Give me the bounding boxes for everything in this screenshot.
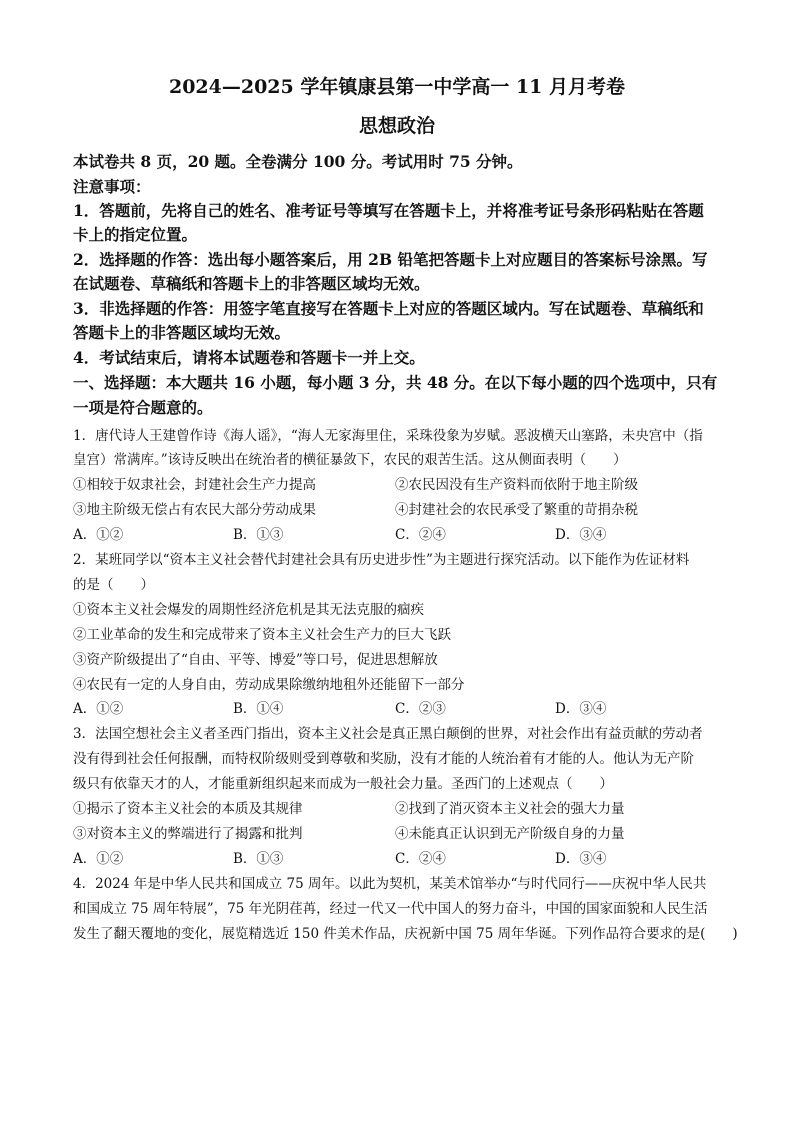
notice-line: 4．考试结束后，请将本试题卷和答题卡一并上交。 — [73, 348, 425, 367]
q3-choice-b: B．①③ — [233, 851, 284, 867]
question-3-stem: 级只有依靠天才的人，才能重新组织起来而成为一般社会力量。圣西门的上述观点（ ） — [73, 776, 613, 792]
q2-statement: ④农民有一定的人身自由，劳动成果除缴纳地租外还能留下一部分 — [73, 677, 465, 693]
q2-statement: ①资本主义社会爆发的周期性经济危机是其无法克服的痼疾 — [73, 602, 424, 618]
q1-choice-a: A．①② — [73, 527, 124, 543]
q1-statement: ③地主阶级无偿占有农民大部分劳动成果 — [73, 502, 316, 518]
q3-statement: ③对资本主义的弊端进行了揭露和批判 — [73, 826, 303, 842]
question-4-stem: 4．2024 年是中华人民共和国成立 75 周年。以此为契机，某美术馆举办“与时代同行——庆祝中华人民共 — [73, 876, 707, 892]
question-2-stem: 2．某班同学以“资本主义社会替代封建社会具有历史进步性”为主题进行探究活动。以下能作为佐证材料 — [73, 552, 690, 568]
q3-statement: ④未能真正认识到无产阶级自身的力量 — [395, 826, 625, 842]
section-heading: 一、选择题：本大题共 16 小题，每小题 3 分，共 48 分。在以下每小题的四个选项中，只有 — [73, 373, 718, 392]
q3-statement: ①揭示了资本主义社会的本质及其规律 — [73, 801, 303, 817]
notice-line: 2．选择题的作答：选出每小题答案后，用 2B 铅笔把答题卡上对应题目的答案标号涂黑。写 — [73, 250, 708, 269]
question-4-stem: 发生了翻天覆地的变化，展览精选近 150 件美术作品，庆祝新中国 75 周年华诞。下列作品符合要求的是( ) — [73, 926, 738, 942]
question-3-stem: 3．法国空想社会主义者圣西门指出，资本主义社会是真正黑白颠倒的世界，对社会作出有益贡献的劳动者 — [73, 726, 703, 742]
q3-choice-c: C．②④ — [395, 851, 446, 867]
q2-choice-b: B．①④ — [233, 701, 284, 717]
question-1-stem: 皇宫）常满库。”该诗反映出在统治者的横征暴敛下，农民的艰苦生活。这从侧面表明（ ） — [73, 452, 627, 468]
notice-line: 卡上的指定位置。 — [73, 225, 198, 244]
notice-line: 1．答题前，先将自己的姓名、准考证号等填写在答题卡上，并将准考证号条形码粘贴在答题 — [73, 201, 704, 220]
notice-line: 3．非选择题的作答：用签字笔直接写在答题卡上对应的答题区域内。写在试题卷、草稿纸和 — [73, 299, 704, 318]
question-4-stem: 和国成立 75 周年特展”，75 年光阴荏苒，经过一代又一代中国人的努力奋斗，中国的国家面貌和人民生活 — [73, 901, 708, 917]
q3-choice-d: D．③④ — [555, 851, 607, 867]
notice-heading: 注意事项： — [73, 177, 151, 196]
q1-choice-c: C．②④ — [395, 527, 446, 543]
q1-statement: ④封建社会的农民承受了繁重的苛捐杂税 — [395, 502, 638, 518]
q2-choice-d: D．③④ — [555, 701, 607, 717]
q3-choice-a: A．①② — [73, 851, 124, 867]
q2-choice-a: A．①② — [73, 701, 124, 717]
q2-choice-c: C．②③ — [395, 701, 446, 717]
q2-statement: ②工业革命的发生和完成带来了资本主义社会生产力的巨大飞跃 — [73, 627, 451, 643]
question-3-stem: 没有得到社会任何报酬，而特权阶级则受到尊敬和奖励，没有才能的人统治着有才能的人。他认为无产阶 — [73, 751, 694, 767]
question-2-stem: 的是（ ） — [73, 577, 154, 593]
q1-statement: ①相较于奴隶社会，封建社会生产力提高 — [73, 477, 316, 493]
exam-info: 本试卷共 8 页，20 题。全卷满分 100 分。考试用时 75 分钟。 — [73, 152, 523, 171]
q1-choice-d: D．③④ — [555, 527, 607, 543]
q1-statement: ②农民因没有生产资料而依附于地主阶级 — [395, 477, 638, 493]
section-heading: 一项是符合题意的。 — [73, 398, 213, 417]
question-1-stem: 1．唐代诗人王建曾作诗《海人谣》，“海人无家海里住，采珠役象为岁赋。恶波横天山塞路，未央宫中（指 — [73, 428, 703, 444]
subject-title: 思想政治 — [358, 115, 435, 137]
q2-statement: ③资产阶级提出了“自由、平等、博爱”等口号，促进思想解放 — [73, 652, 438, 668]
notice-line: 答题卡上的非答题区域均无效。 — [73, 323, 291, 342]
exam-title: 2024—2025 学年镇康县第一中学高一 11 月月考卷 — [168, 76, 626, 98]
q1-choice-b: B．①③ — [233, 527, 284, 543]
notice-line: 在试题卷、草稿纸和答题卡上的非答题区域均无效。 — [73, 274, 430, 293]
q3-statement: ②找到了消灭资本主义社会的强大力量 — [395, 801, 625, 817]
